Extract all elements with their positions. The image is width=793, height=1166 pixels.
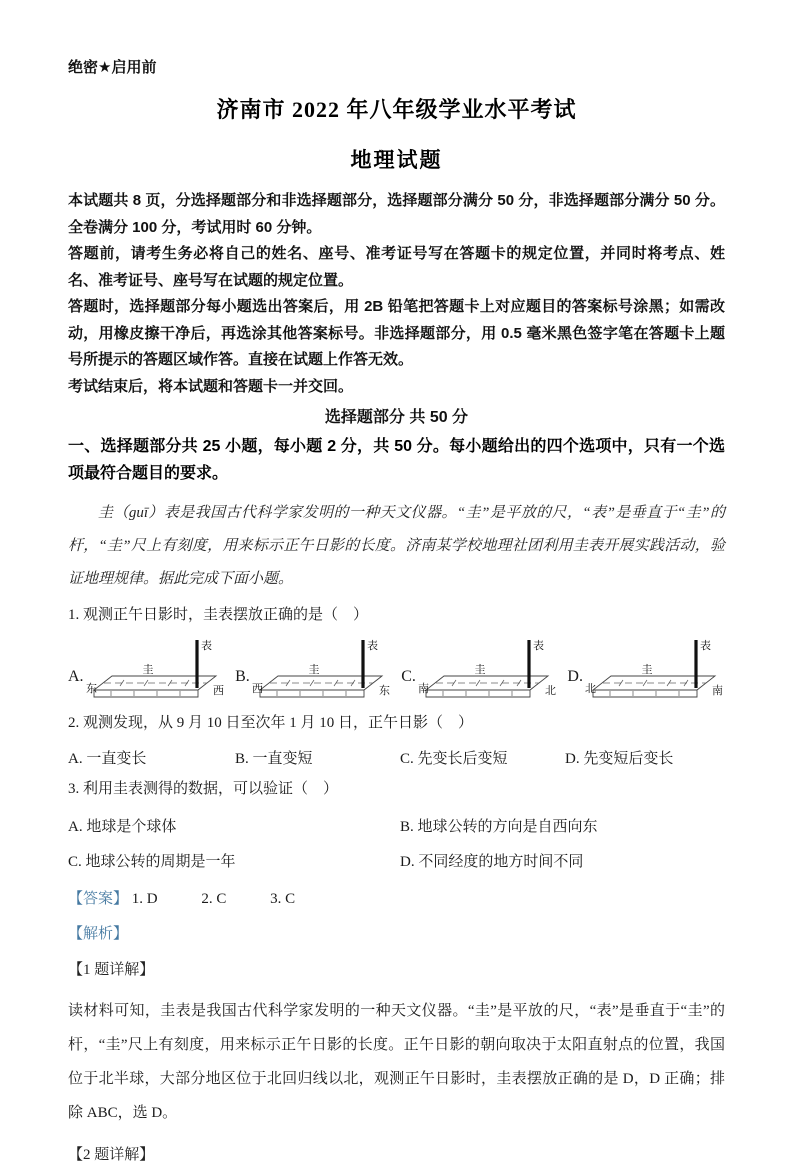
direction-left-label: 北 — [584, 683, 596, 695]
gnomon-illustration-b — [252, 636, 392, 702]
question-2-options — [68, 748, 725, 770]
q2-option-c: C. 先变长后变短 — [400, 751, 508, 767]
direction-left-label: 东 — [85, 683, 97, 695]
pole-label: 表 — [699, 640, 711, 652]
gnomon-illustration-d — [585, 636, 725, 702]
instruction-paragraph-3: 答题时，选择题部分每小题选出答案后，用 2B 铅笔把答题卡上对应题目的答案标号涂黑；如需改动，用橡皮擦干净后，再选涂其他答案标号。非选择题部分，用 0.5 毫米黑色签字笔在答题卡上题号所提示的答题区域作答。直接在试题上作答无效。 — [68, 298, 725, 368]
answer-q3: 3. C — [270, 891, 296, 907]
ruler-label: 圭 — [142, 664, 154, 676]
section-heading: 一、选择题部分共 25 小题，每小题 2 分，共 50 分。每小题给出的四个选项中，只有一个选项最符合题目的要求。 — [68, 438, 725, 482]
q2-option-d: D. 先变短后变长 — [565, 751, 674, 767]
gnomon-diagram-b — [235, 636, 392, 702]
q3-option-a: A. 地球是个球体 — [68, 819, 177, 835]
detail-2-heading: 【2 题详解】 — [68, 1147, 155, 1163]
diagram-c-label: C. — [401, 668, 416, 685]
detail-1-body: 读材料可知，圭表是我国古代科学家发明的一种天文仪器。“圭”是平放的尺，“表”是垂直于“圭”的杆，“圭”尺上有刻度，用来标示正午日影的长度。正午日影的朝向取决于太阳直射点的位置，我国位于北半球，大部分地区位于北回归线以北，观测正午日影时，圭表摆放正确的是 D，D 正确；排除 ABC，选 D。 — [68, 1003, 725, 1121]
diagram-d-label: D. — [567, 668, 583, 685]
detail-1-heading: 【1 题详解】 — [68, 962, 155, 978]
answer-line — [68, 888, 725, 910]
direction-right-label: 西 — [212, 685, 224, 697]
instruction-paragraph-2: 答题前，请考生务必将自己的姓名、座号、准考证号写在答题卡的规定位置，并同时将考点、姓名、准考证号、座号写在试题的规定位置。 — [68, 245, 725, 289]
exam-title: 济南市 2022 年八年级学业水平考试 — [216, 97, 577, 122]
pole-label: 表 — [366, 640, 378, 652]
direction-right-label: 北 — [544, 685, 556, 697]
gnomon-diagram-a — [68, 636, 226, 702]
analysis-tag: 【解析】 — [68, 926, 129, 942]
ruler-label: 圭 — [308, 664, 320, 676]
q3-option-b: B. 地球公转的方向是自西向东 — [400, 819, 598, 835]
analysis-line — [68, 923, 725, 945]
q2-option-a: A. 一直变长 — [68, 751, 147, 767]
pole-label: 表 — [200, 640, 212, 652]
question-1-diagrams — [68, 636, 725, 702]
classified-notice: 绝密★启用前 — [68, 59, 157, 76]
answer-q1: 1. D — [131, 891, 158, 907]
section-banner: 选择题部分 共 50 分 — [324, 409, 469, 426]
answer-tag: 【答案】 — [68, 891, 129, 907]
gnomon-illustration-c — [418, 636, 558, 702]
ruler-label: 圭 — [641, 664, 653, 676]
question-1-stem: 1. 观测正午日影时，圭表摆放正确的是（ ） — [68, 607, 369, 623]
diagram-a-label: A. — [68, 668, 84, 685]
question-3-options — [68, 816, 725, 873]
q3-option-c: C. 地球公转的周期是一年 — [68, 854, 236, 870]
direction-right-label: 东 — [378, 685, 390, 697]
gnomon-illustration-a — [86, 636, 226, 702]
gnomon-diagram-d — [567, 636, 725, 702]
reading-passage: 圭（guī）表是我国古代科学家发明的一种天文仪器。“圭”是平放的尺，“表”是垂直于“圭”的杆，“圭”尺上有刻度，用来标示正午日影的长度。济南某学校地理社团利用圭表开展实践活动，验证地理规律。据此完成下面小题。 — [68, 505, 725, 587]
answer-q2: 2. C — [201, 891, 227, 907]
exam-subject: 地理试题 — [350, 148, 443, 172]
question-2-stem: 2. 观测发现，从 9 月 10 日至次年 1 月 10 日，正午日影（ ） — [68, 715, 474, 731]
instruction-paragraph-4: 考试结束后，将本试题和答题卡一并交回。 — [68, 377, 354, 395]
direction-left-label: 西 — [251, 683, 263, 695]
instruction-paragraph-1: 本试题共 8 页，分选择题部分和非选择题部分，选择题部分满分 50 分，非选择题部分满分 50 分。全卷满分 100 分，考试用时 60 分钟。 — [68, 192, 725, 236]
gnomon-diagram-c — [401, 636, 558, 702]
direction-right-label: 南 — [711, 685, 723, 697]
q3-option-d: D. 不同经度的地方时间不同 — [400, 854, 584, 870]
pole-label: 表 — [532, 640, 544, 652]
diagram-b-label: B. — [235, 668, 250, 685]
question-3-stem: 3. 利用圭表测得的数据，可以验证（ ） — [68, 781, 339, 797]
ruler-label: 圭 — [474, 664, 486, 676]
q2-option-b: B. 一直变短 — [235, 751, 313, 767]
direction-left-label: 南 — [417, 683, 429, 695]
